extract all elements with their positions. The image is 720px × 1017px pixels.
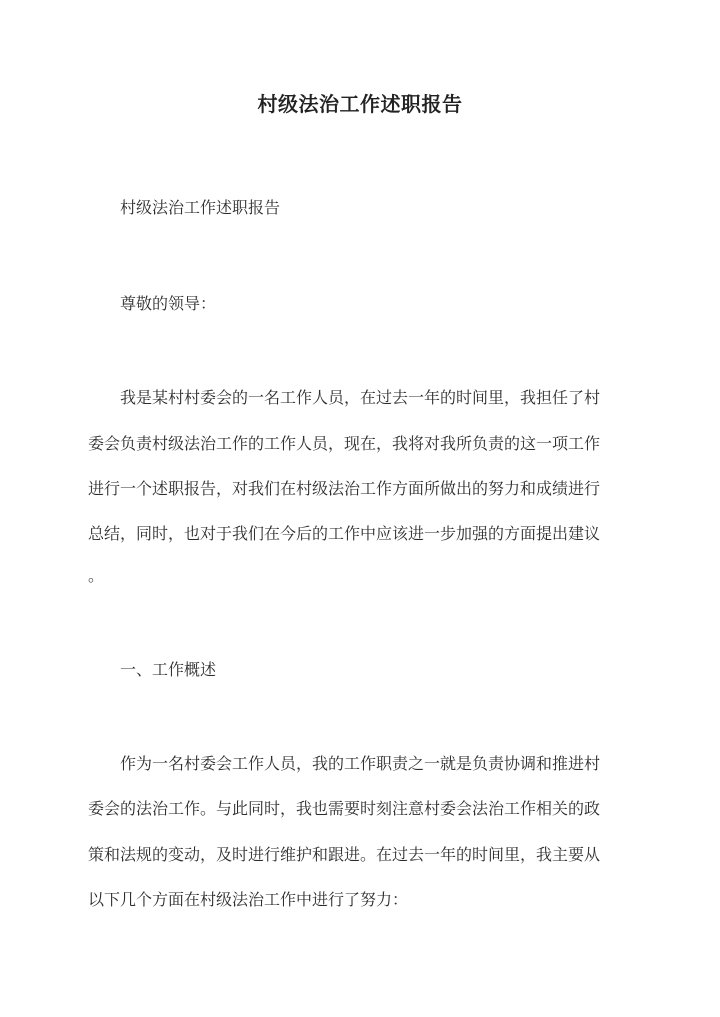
section-heading: 一、工作概述 (120, 660, 217, 679)
paragraph-line: 委会负责村级法治工作的工作人员，现在，我将对我所负责的这一项工作 (88, 434, 601, 453)
paragraph-line: 策和法规的变动，及时进行维护和跟进。在过去一年的时间里，我主要从 (88, 845, 601, 864)
paragraph-line: 委会的法治工作。与此同时，我也需要时刻注意村委会法治工作相关的政 (88, 799, 601, 818)
paragraph-line: 总结，同时，也对于我们在今后的工作中应该进一步加强的方面提出建议 (88, 524, 601, 543)
paragraph-line: 进行一个述职报告，对我们在村级法治工作方面所做出的努力和成绩进行 (88, 479, 601, 498)
document-title: 村级法治工作述职报告 (257, 92, 463, 116)
paragraph-line: 以下几个方面在村级法治工作中进行了努力： (88, 890, 409, 909)
paragraph-line: 。 (88, 566, 105, 585)
paragraph-line: 我是某村村委会的一名工作人员，在过去一年的时间里，我担任了村 (120, 388, 601, 407)
paragraph-line: 作为一名村委会工作人员，我的工作职责之一就是负责协调和推进村 (120, 754, 601, 773)
document-subtitle: 村级法治工作述职报告 (120, 198, 281, 217)
salutation: 尊敬的领导： (120, 294, 217, 313)
